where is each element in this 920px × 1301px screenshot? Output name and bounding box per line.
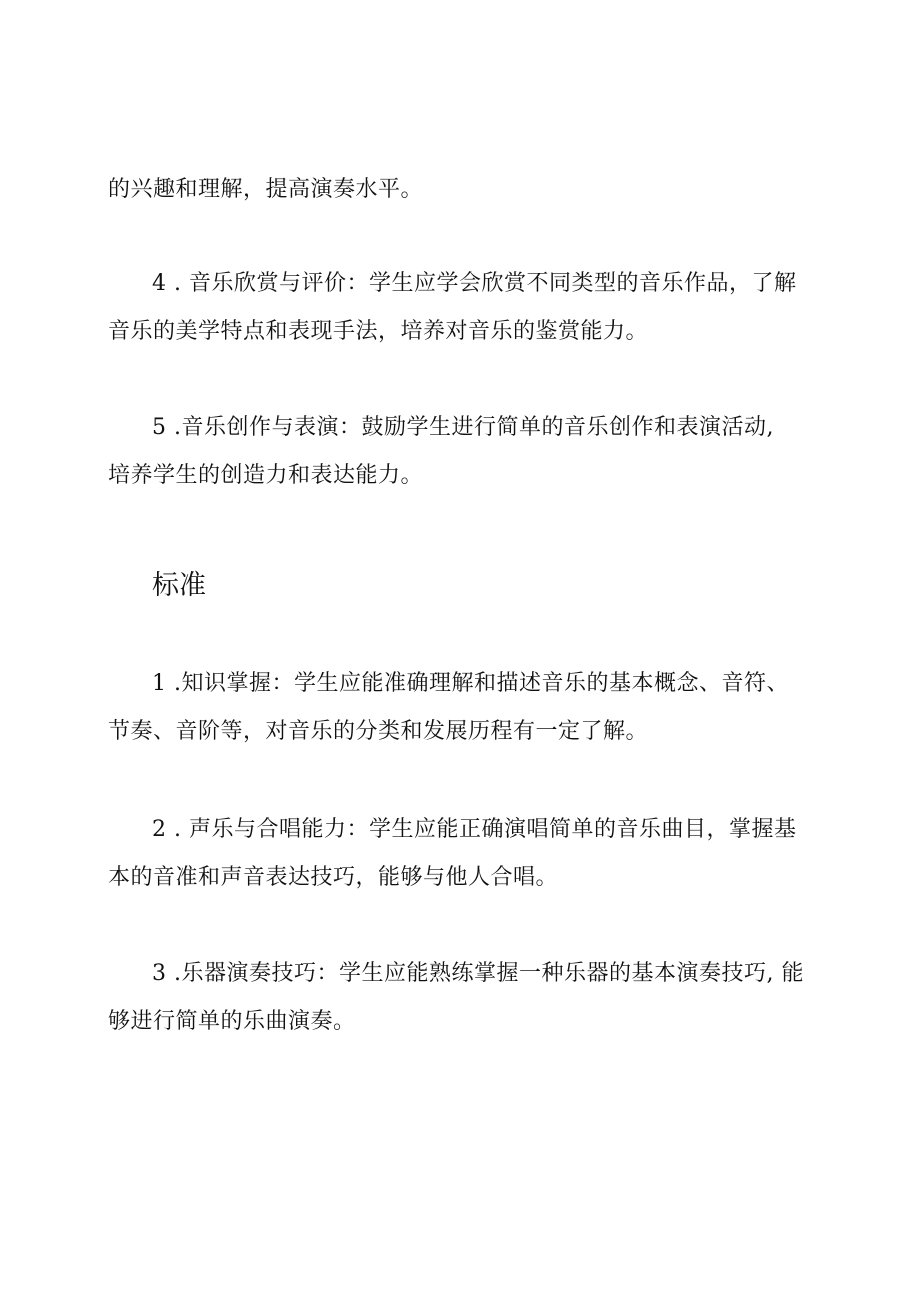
standard-item-2-line-2: 本的音准和声音表达技巧，能够与他人合唱。: [108, 865, 559, 890]
standard-item-2: [108, 806, 820, 902]
goal-item-4-line-2: 音乐的美学特点和表现手法，培养对音乐的鉴赏能力。: [108, 319, 649, 344]
standard-item-3-line-2: 够进行简单的乐曲演奏。: [108, 1009, 356, 1034]
goal-item-4-line-1: 4 . 音乐欣赏与评价：学生应学会欣赏不同类型的音乐作品，了解: [152, 271, 797, 296]
goal-item-5-line-1: 5 .音乐创作与表演：鼓励学生进行简单的音乐创作和表演活动,: [152, 415, 774, 440]
intro-line: 的兴趣和理解，提高演奏水平。: [108, 177, 424, 202]
goal-item-5-line-2: 培养学生的创造力和表达能力。: [108, 463, 424, 488]
section-heading: 标准: [152, 570, 206, 601]
standard-item-3-line-1: 3 .乐器演奏技巧：学生应能熟练掌握一种乐器的基本演奏技巧, 能: [152, 961, 804, 986]
goal-item-5: [108, 404, 820, 500]
standard-item-1-line-2: 节奏、音阶等，对音乐的分类和发展历程有一定了解。: [108, 719, 649, 744]
standard-item-3: [108, 950, 820, 1046]
intro-paragraph: [108, 166, 820, 214]
standard-item-2-line-1: 2 . 声乐与合唱能力：学生应能正确演唱简单的音乐曲目，掌握基: [152, 817, 797, 842]
standard-item-1-line-1: 1 .知识掌握：学生应能准确理解和描述音乐的基本概念、音符、: [152, 671, 789, 696]
standard-item-1: [108, 660, 820, 756]
goal-item-4: [108, 260, 820, 356]
